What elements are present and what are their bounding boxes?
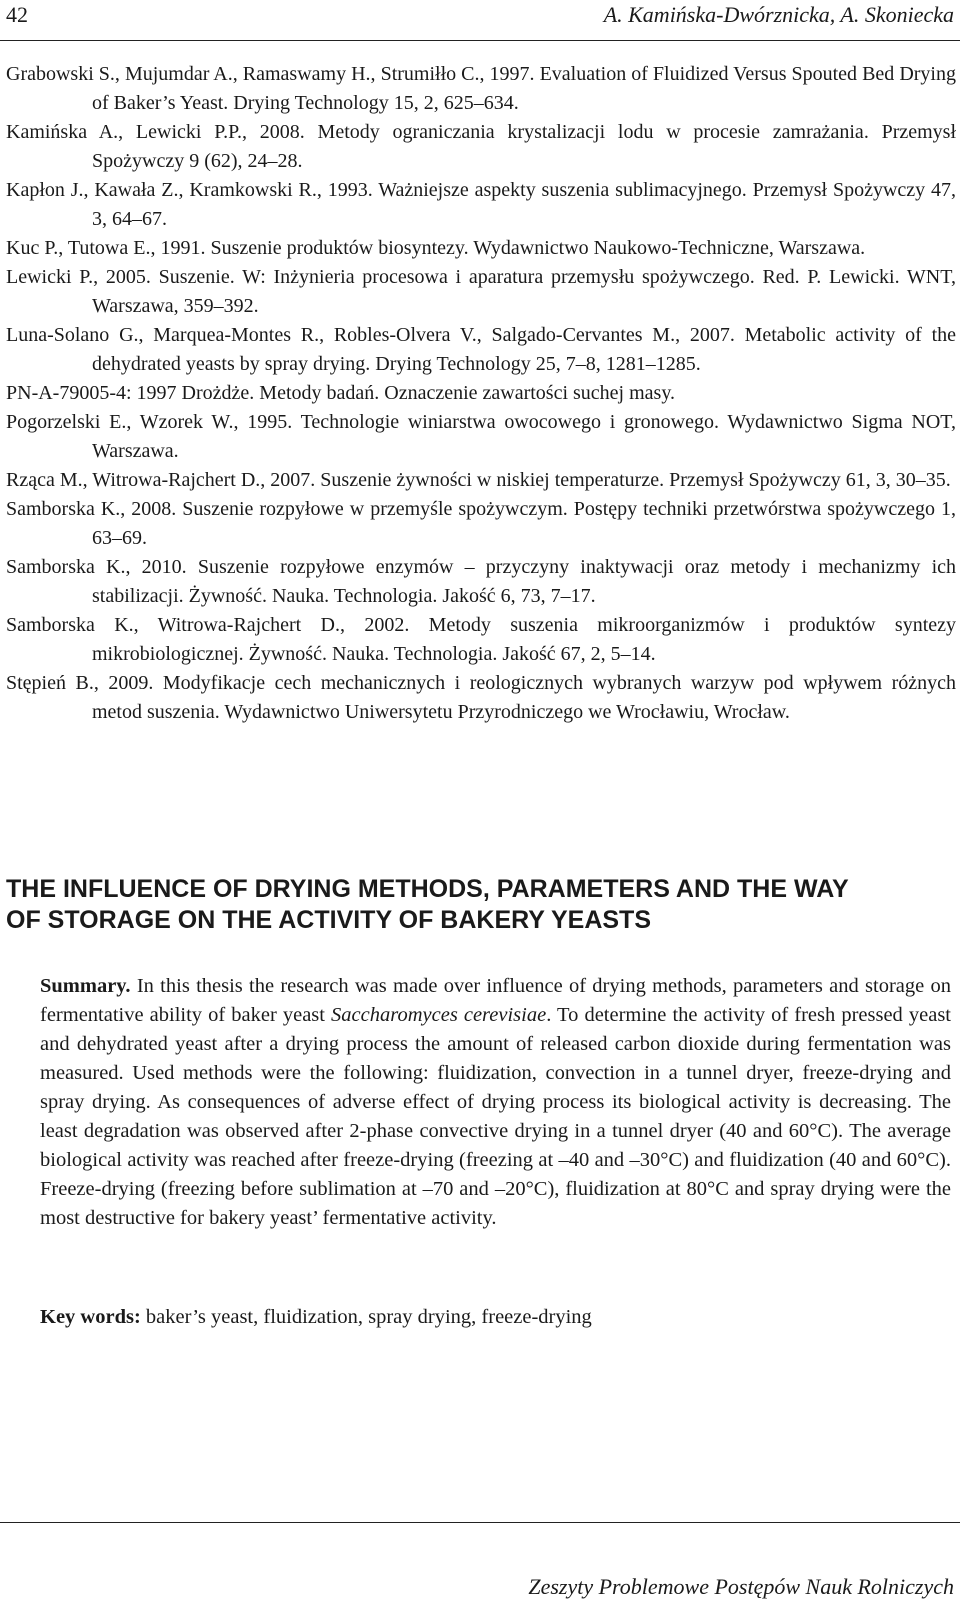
page-footer <box>0 1520 960 1619</box>
species-name: Saccharomyces cerevisiae <box>331 1004 547 1026</box>
summary-paragraph <box>40 972 951 1233</box>
reference-item: Lewicki P., 2005. Suszenie. W: Inżynieria procesowa i aparatura przemysłu spożywczego. Red. P. Lewicki. WNT, Warszawa, 359–392. <box>6 266 956 317</box>
reference-item: Pogorzelski E., Wzorek W., 1995. Technologie winiarstwa owocowego i gronowego. Wydawnictwo Sigma NOT, Warszawa. <box>6 411 956 462</box>
summary-text-part-1: In this thesis the research was made over influence of drying methods, parameters and storage on fermentative ability of baker yeast <box>40 975 951 1026</box>
reference-item: Grabowski S., Mujumdar A., Ramaswamy H., Strumiłło C., 1997. Evaluation of Fluidized Versus Spouted Bed Drying of Baker’s Yeast. Drying Technology 15, 2, 625–634. <box>6 63 956 114</box>
reference-item: Samborska K., 2010. Suszenie rozpyłowe enzymów – przyczyny inaktywacji oraz metody i mechanizmy ich stabilizacji. Żywność. Nauka. Technologia. Jakość 6, 73, 7–17. <box>6 556 956 607</box>
reference-item: Rząca M., Witrowa-Rajchert D., 2007. Suszenie żywności w niskiej temperaturze. Przemysł Spożywczy 61, 3, 30–35. <box>6 469 951 491</box>
keywords-text: baker’s yeast, fluidization, spray drying, freeze-drying <box>140 1306 592 1328</box>
footer-rule <box>0 1522 960 1523</box>
english-title-line-2: OF STORAGE ON THE ACTIVITY OF BAKERY YEASTS <box>6 906 651 934</box>
english-title-line-1: THE INFLUENCE OF DRYING METHODS, PARAMETERS AND THE WAY <box>6 875 849 903</box>
summary-text-part-2: . To determine the activity of fresh pressed yeast and dehydrated yeast after a drying process the amount of released carbon dioxide during fermentation was measured. Used methods were the following: fluidization, convection in a tunnel dryer, freeze-drying and spray drying. As consequences of adverse effect of drying process its biological activity is decreasing. The least degradation was observed after 2-phase convective drying in a tunnel dryer (40 and 60°C). The average biological activity was reached after freeze-drying (freezing at –40 and –30°C) and fluidization (40 and 60°C). Freeze-drying (freezing before sublimation at –70 and –20°C), fluidization at 80°C and spray drying were the most destructive for bakery yeast’ fermentative activity. <box>40 1004 952 1229</box>
reference-item: Kapłon J., Kawała Z., Kramkowski R., 1993. Ważniejsze aspekty suszenia sublimacyjnego. Przemysł Spożywczy 47, 3, 64–67. <box>6 179 956 230</box>
keywords-label: Key words: <box>40 1306 141 1328</box>
journal-name: Zeszyty Problemowe Postępów Nauk Rolniczych <box>528 1574 954 1599</box>
keywords-line <box>40 1303 951 1332</box>
reference-item: Kuc P., Tutowa E., 1991. Suszenie produktów biosyntezy. Wydawnictwo Naukowo-Techniczne, Warszawa. <box>6 237 866 259</box>
reference-list <box>6 60 956 727</box>
page-number: 42 <box>6 2 28 27</box>
english-title <box>6 874 946 936</box>
summary-label: Summary. <box>40 975 131 997</box>
reference-item: Kamińska A., Lewicki P.P., 2008. Metody ograniczania krystalizacji lodu w procesie zamrażania. Przemysł Spożywczy 9 (62), 24–28. <box>6 121 956 172</box>
reference-item: PN-A-79005-4: 1997 Drożdże. Metody badań. Oznaczenie zawartości suchej masy. <box>6 382 676 404</box>
reference-item: Samborska K., 2008. Suszenie rozpyłowe w przemyśle spożywczym. Postępy techniki przetwórstwa spożywczego 1, 63–69. <box>6 498 956 549</box>
reference-item: Stępień B., 2009. Modyfikacje cech mechanicznych i reologicznych wybranych warzyw pod wpływem różnych metod suszenia. Wydawnictwo Uniwersytetu Przyrodniczego we Wrocławiu, Wrocław. <box>6 672 956 723</box>
page-header <box>0 0 960 60</box>
header-rule <box>0 40 960 41</box>
reference-item: Luna-Solano G., Marquea-Montes R., Robles-Olvera V., Salgado-Cervantes M., 2007. Metabolic activity of the dehydrated yeasts by spray drying. Drying Technology 25, 7–8, 1281–1285. <box>6 324 956 375</box>
running-head-authors: A. Kamińska-Dwórznicka, A. Skoniecka <box>603 2 954 27</box>
summary-section <box>40 972 951 1233</box>
reference-item: Samborska K., Witrowa-Rajchert D., 2002. Metody suszenia mikroorganizmów i produktów syntezy mikrobiologicznej. Żywność. Nauka. Technologia. Jakość 67, 2, 5–14. <box>6 614 956 665</box>
